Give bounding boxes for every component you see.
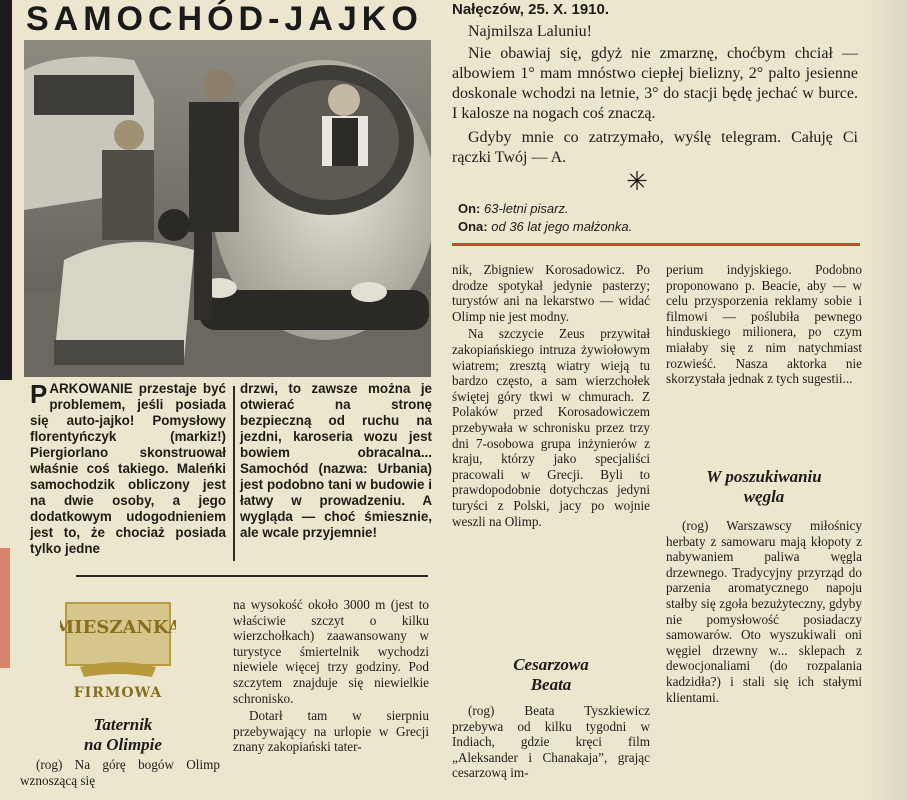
letter-red-rule bbox=[452, 243, 860, 246]
dropcap: P bbox=[30, 379, 48, 409]
left-edge-red bbox=[0, 548, 10, 668]
logo-bottom-text: FIRMOWA bbox=[73, 685, 163, 701]
cesarzowa-col4: perium indyjskiego. Podobno proponowano p. Beacie, aby — w celu przysporzenia reklamy sobie i filmowi — poślubiła pewnego hinduskiego milionera, po czym miałaby się z nim natychmiast rozwieść. Nasza aktorka nie skorzystała jednak z tych sugestii... bbox=[666, 262, 862, 387]
mieszanka-logo bbox=[60, 597, 176, 705]
signature-ona: Ona: od 36 lat jego małżonka. bbox=[458, 219, 633, 234]
logo-top-text: MIESZANKA bbox=[60, 617, 176, 638]
taternik-title: Taternik na Olimpie bbox=[84, 715, 162, 754]
page-title: SAMOCHÓD-JAJKO bbox=[26, 0, 423, 38]
lead-article-col1 bbox=[30, 381, 226, 557]
lead-article-col2 bbox=[240, 381, 432, 541]
section-divider bbox=[76, 575, 428, 577]
letter-body: Nie obawiaj się, gdyż nie zmarznę, choćbym chciał — albowiem 1° mam mnóstwo ciepłej bielizny, 2° palto jesienne doskonale wchodzi na letnie, 3° do stacji będę jechać w burce. I kalosze na nogach coś znaczą. bbox=[452, 45, 858, 122]
taternik-col2: na wysokość około 3000 m (jest to właściwie szczyt o kilku wierzchołkach) zaawansowany w turystyce śmiertelnik wychodzi niewiele więcej trzy godziny. Pod szczytem znajduje się niewielkie schronisko. Dotarł tam w sierpniu przebywający na urlopie w Grecji znany zakopiański tater- bbox=[233, 597, 429, 755]
faded-edge-text bbox=[862, 0, 907, 800]
egg-car-photo bbox=[24, 40, 431, 377]
cesarzowa-text: (rog) Beata Tyszkiewicz przebywa od kilku tygodni w Indiach, gdzie kręci film „Aleksander i Chanakaja”, grając cesarzową im- bbox=[452, 703, 650, 781]
lead-article-text-2: drzwi, to zawsze można je otwierać na stronę bezpieczną od ruchu na jezdni, karoseria wozu jest bowiem obracalna... Samochód (nazwa: Urbania) jest podobno tani w budowie i łatwy w prowadzeniu. A wygląda — choć śmiesznie, ale wcale przyjemnie! bbox=[240, 381, 432, 540]
star-ornament: ✳ bbox=[626, 167, 648, 196]
wegiel-title: W poszukiwaniu węgla bbox=[706, 467, 822, 506]
cesarzowa-title: Cesarzowa Beata bbox=[513, 655, 589, 694]
wegiel-text: (rog) Warszawscy miłośnicy herbaty z samowaru mają kłopoty z nabywaniem paliwa węgla drzewnego. Tradycyjny przyrząd do parzenia aromatycznego napoju stałby się zgoła bezużyteczny, gdyby nie pomysłowość posiadaczy samowarów. Oto wyszukiwali oni węgiel drzewny w... sklepach z dewocjonaliami (do rozpalania kadzidła?) i stali się ich stałymi klientami. bbox=[666, 518, 862, 705]
letter-heading: Nałęczów, 25. X. 1910. bbox=[452, 1, 610, 18]
letter-block bbox=[452, 0, 858, 236]
signature-on: On: 63-letni pisarz. bbox=[458, 201, 569, 216]
taternik-col3: nik, Zbigniew Korosadowicz. Po drodze spotykał jedynie pasterzy; turystów ani na lekarstwo — widać Olimp nie jest modny. Na szczycie Zeus przywitał zakopiańskiego intruza żywiołowym wiatrem; zresztą wiatry wieją tu bardzo często, a sam wierzchołek świętej góry tkwi w chmurach. Z Polaków przed Korosadowiczem przebywała w schronisku przez trzy dni 7-osobowa grupa inżynierów z kraju, którzy jako specjaliści pracowali w Grecji. Byli to prawdopodobnie dotychczas jedyni turyści z Polski, jacy po wojnie weszli na Olimp. bbox=[452, 262, 650, 529]
letter-greeting: Najmilsza Laluniu! bbox=[468, 23, 592, 40]
lead-article-text-1: ARKOWANIE przestaje być problemem, jeśli posiada się auto-jajko! Pomysłowy florentyńczyk (markiz!) Piergiorlano skonstruował właśnie coś takiego. Maleńki samochodzik obliczony jest na dwie osoby, a jego dodatkowym udogodnieniem jest to, że chociaż posiada tylko jedne bbox=[30, 381, 226, 556]
taternik-col1: (rog) Na górę bogów Olimp wznoszącą się bbox=[20, 757, 220, 788]
letter-closing: Gdyby mnie co zatrzymało, wyślę telegram. Całuję Ci rączki Twój — A. bbox=[452, 129, 858, 166]
lead-article-divider bbox=[233, 386, 235, 561]
left-edge-strip bbox=[0, 0, 12, 380]
